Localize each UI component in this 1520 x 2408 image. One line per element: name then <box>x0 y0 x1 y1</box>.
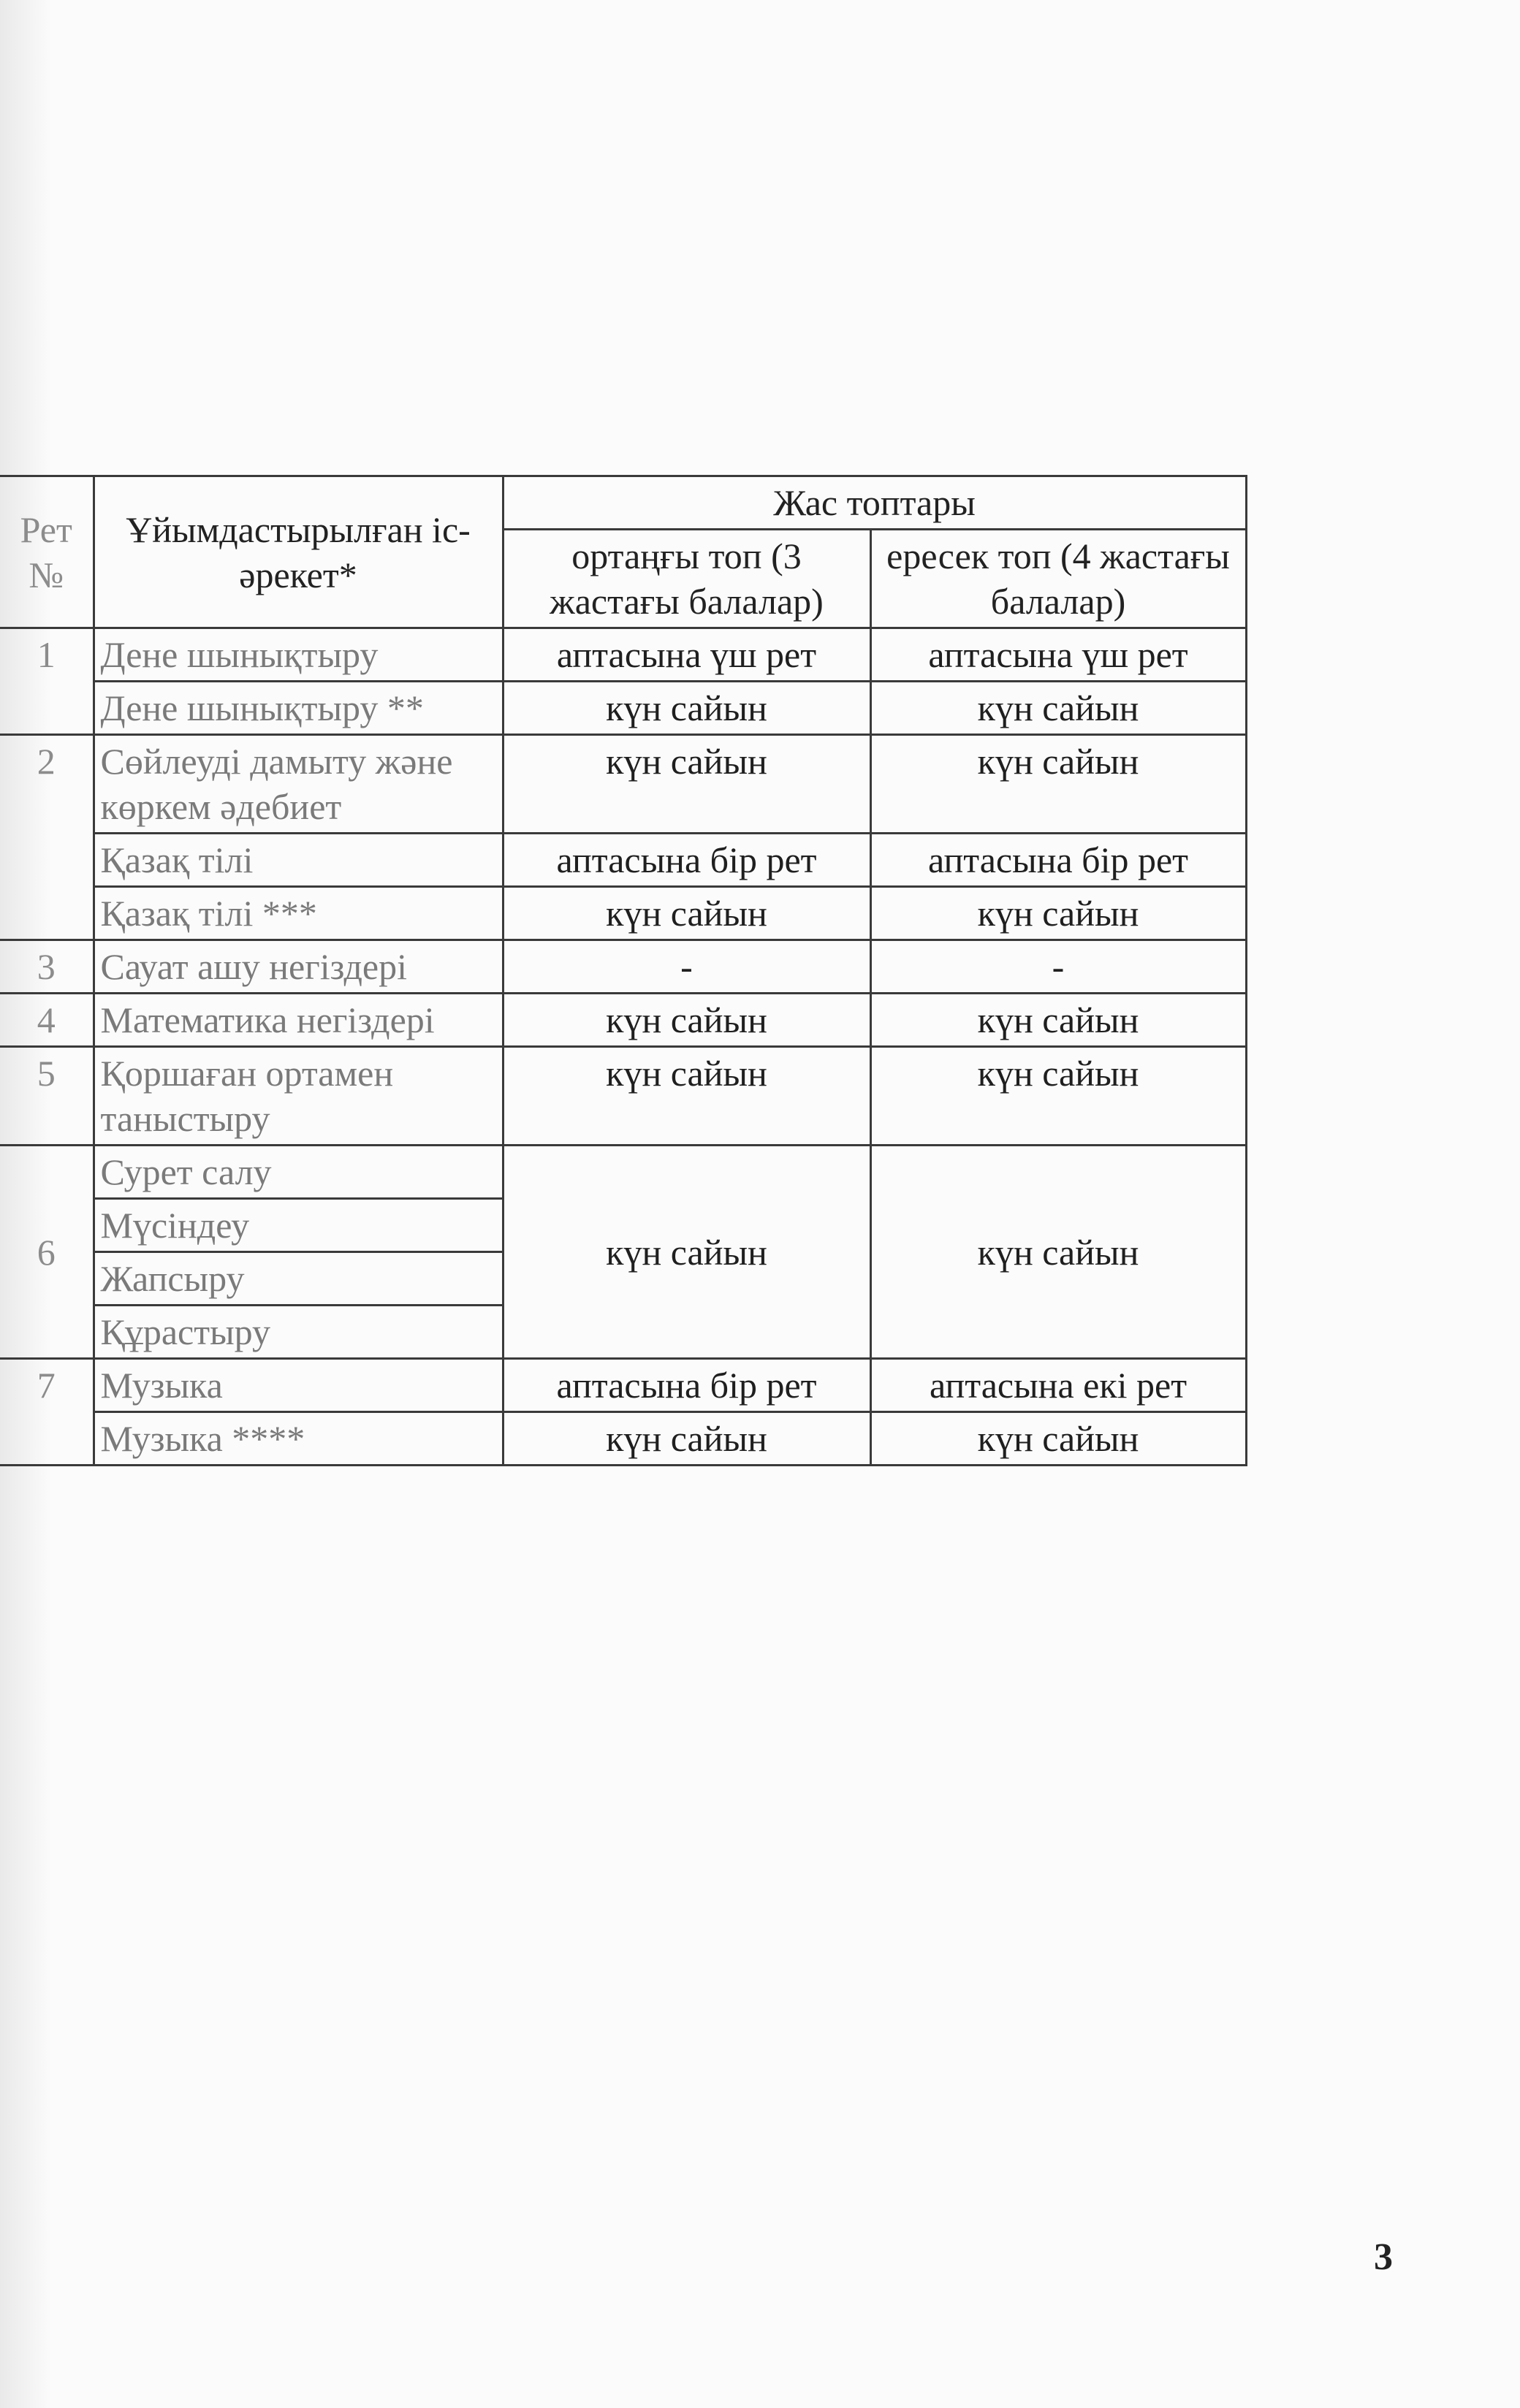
row-number: 4 <box>0 994 94 1047</box>
senior-group-cell: күн сайын <box>870 1412 1246 1466</box>
table-row <box>0 940 1246 994</box>
page-number: 3 <box>1374 2236 1393 2278</box>
middle-group-cell: күн сайын <box>503 887 870 940</box>
middle-group-cell: күн сайын <box>503 682 870 735</box>
activity-cell: Мүсіндеу <box>94 1199 503 1252</box>
middle-group-cell: - <box>503 940 870 994</box>
table-row <box>0 1047 1246 1146</box>
middle-group-cell: аптасына бір рет <box>503 834 870 887</box>
table-row <box>0 735 1246 834</box>
senior-group-cell: - <box>870 940 1246 994</box>
activity-cell: Математика негіздері <box>94 994 503 1047</box>
activity-column-header: Ұйымдастырылған іс-әрекет* <box>94 476 503 628</box>
activity-cell: Қазақ тілі <box>94 834 503 887</box>
activity-cell: Қоршаған ортамен таныстыру <box>94 1047 503 1146</box>
middle-group-cell: күн сайын <box>503 1146 870 1359</box>
senior-group-cell: аптасына бір рет <box>870 834 1246 887</box>
activity-cell: Дене шынықтыру ** <box>94 682 503 735</box>
activity-cell: Құрастыру <box>94 1306 503 1359</box>
row-number: 2 <box>0 735 94 940</box>
senior-group-cell: аптасына үш рет <box>870 628 1246 682</box>
senior-group-cell: күн сайын <box>870 994 1246 1047</box>
middle-group-cell: аптасына үш рет <box>503 628 870 682</box>
table-row <box>0 994 1246 1047</box>
middle-group-cell: күн сайын <box>503 994 870 1047</box>
no-column-header: Рет № <box>0 476 94 628</box>
table-row <box>0 628 1246 682</box>
middle-group-cell: күн сайын <box>503 735 870 834</box>
middle-group-cell: күн сайын <box>503 1047 870 1146</box>
senior-group-cell: аптасына екі рет <box>870 1359 1246 1412</box>
row-number: 5 <box>0 1047 94 1146</box>
activity-cell: Сөйлеуді дамыту және көркем әдебиет <box>94 735 503 834</box>
middle-group-cell: күн сайын <box>503 1412 870 1466</box>
age-groups-header: Жас топтары <box>503 476 1246 530</box>
senior-group-cell: күн сайын <box>870 1146 1246 1359</box>
senior-group-header: ересек топ (4 жастағы балалар) <box>870 530 1246 628</box>
senior-group-cell: күн сайын <box>870 1047 1246 1146</box>
activity-cell: Жапсыру <box>94 1252 503 1306</box>
activity-cell: Қазақ тілі *** <box>94 887 503 940</box>
table-row <box>0 682 1246 735</box>
table-row <box>0 1359 1246 1412</box>
activity-cell: Сурет салу <box>94 1146 503 1199</box>
senior-group-cell: күн сайын <box>870 735 1246 834</box>
activity-cell: Сауат ашу негіздері <box>94 940 503 994</box>
activity-cell: Дене шынықтыру <box>94 628 503 682</box>
row-number: 7 <box>0 1359 94 1466</box>
table-row <box>0 1412 1246 1466</box>
table-row <box>0 887 1246 940</box>
middle-group-cell: аптасына бір рет <box>503 1359 870 1412</box>
activity-cell: Музыка <box>94 1359 503 1412</box>
activity-cell: Музыка **** <box>94 1412 503 1466</box>
row-number: 3 <box>0 940 94 994</box>
row-number: 6 <box>0 1146 94 1359</box>
middle-group-header: ортаңғы топ (3 жастағы балалар) <box>503 530 870 628</box>
header-row-1 <box>0 476 1246 530</box>
activity-schedule-table <box>0 475 1247 1466</box>
senior-group-cell: күн сайын <box>870 887 1246 940</box>
table-row <box>0 1146 1246 1199</box>
senior-group-cell: күн сайын <box>870 682 1246 735</box>
row-number: 1 <box>0 628 94 735</box>
table-row <box>0 834 1246 887</box>
